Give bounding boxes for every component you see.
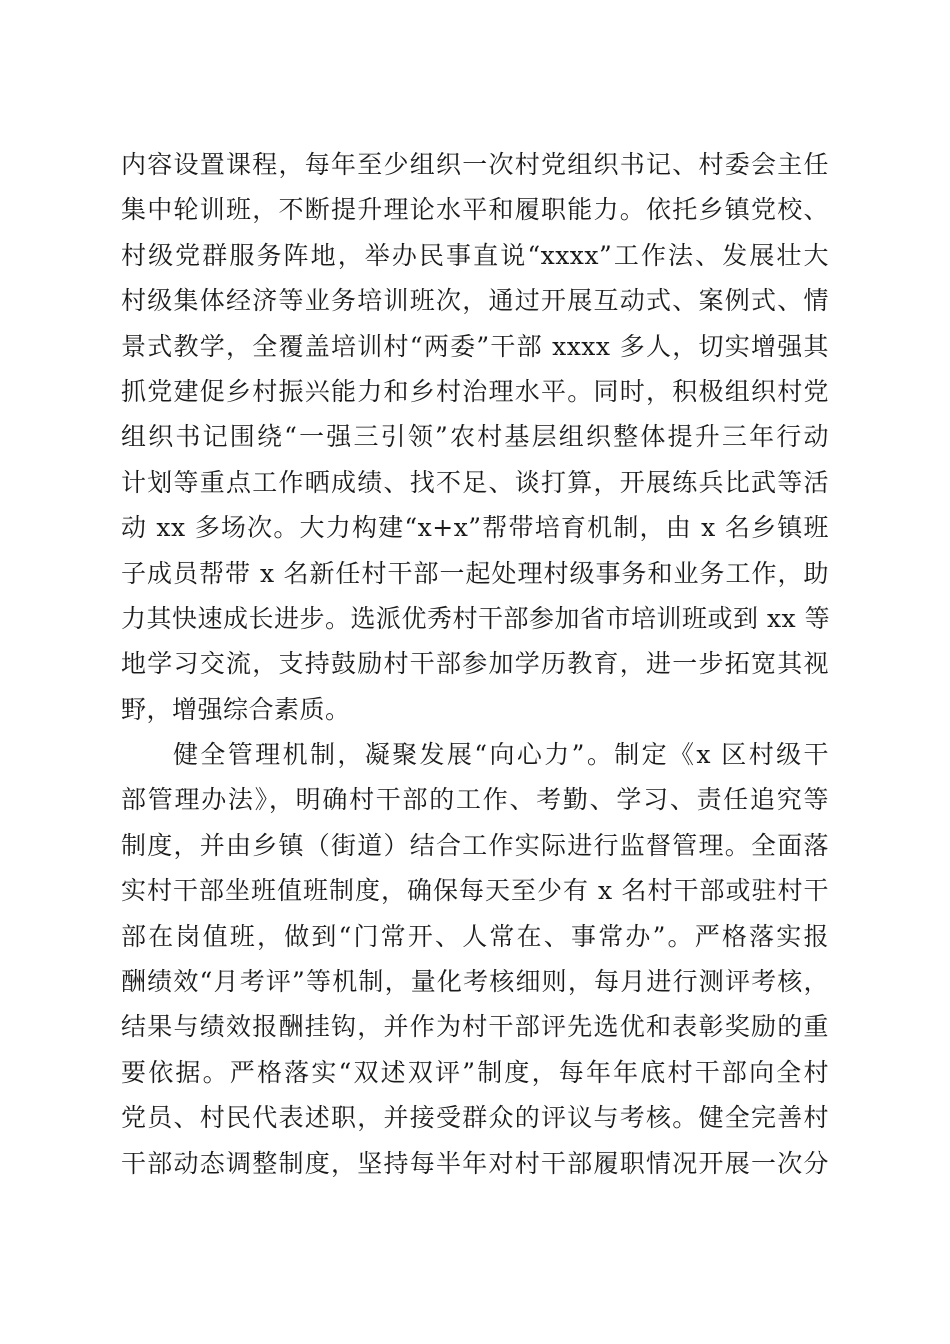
text-line: 村级集体经济等业务培训班次，通过开展互动式、案例式、情 xyxy=(121,286,829,316)
text-line: 要依据。严格落实“双述双评”制度，每年年底村干部向全村 xyxy=(121,1057,829,1087)
text-line: 动 xx 多场次。大力构建“x+x”帮带培育机制，由 x 名乡镇班 xyxy=(121,513,829,543)
text-line: 酬绩效“月考评”等机制，量化考核细则，每月进行测评考核， xyxy=(121,967,829,997)
paragraph-management xyxy=(121,732,829,1186)
text-line: 集中轮训班，不断提升理论水平和履职能力。依托乡镇党校、 xyxy=(121,195,829,225)
text-line: 部管理办法》，明确村干部的工作、考勤、学习、责任追究等 xyxy=(121,785,829,815)
text-line: 抓党建促乡村振兴能力和乡村治理水平。同时，积极组织村党 xyxy=(121,376,829,406)
text-line: 实村干部坐班值班制度，确保每天至少有 x 名村干部或驻村干 xyxy=(121,876,829,906)
text-line: 地学习交流，支持鼓励村干部参加学历教育，进一步拓宽其视 xyxy=(121,649,829,679)
text-line: 村级党群服务阵地，举办民事直说“xxxx”工作法、发展壮大 xyxy=(121,240,829,270)
text-line: 组织书记围绕“一强三引领”农村基层组织整体提升三年行动 xyxy=(121,422,829,452)
paragraph-training xyxy=(121,142,829,732)
text-line: 党员、村民代表述职，并接受群众的评议与考核。健全完善村 xyxy=(121,1103,829,1133)
text-line: 结果与绩效报酬挂钩，并作为村干部评先选优和表彰奖励的重 xyxy=(121,1012,829,1042)
text-line: 力其快速成长进步。选派优秀村干部参加省市培训班或到 xx 等 xyxy=(121,603,831,633)
text-line: 景式教学，全覆盖培训村“两委”干部 xxxx 多人，切实增强其 xyxy=(121,331,829,361)
text-line: 制度，并由乡镇（街道）结合工作实际进行监督管理。全面落 xyxy=(121,830,829,860)
text-line: 计划等重点工作晒成绩、找不足、谈打算，开展练兵比武等活 xyxy=(121,467,829,497)
text-line: 健全管理机制，凝聚发展“向心力”。制定《x 区村级干 xyxy=(173,740,829,770)
text-line: 内容设置课程，每年至少组织一次村党组织书记、村委会主任 xyxy=(121,150,829,179)
text-line: 野，增强综合素质。 xyxy=(121,694,351,724)
text-line: 子成员帮带 x 名新任村干部一起处理村级事务和业务工作，助 xyxy=(121,558,829,588)
text-line: 部在岗值班，做到“门常开、人常在、事常办”。严格落实报 xyxy=(121,921,829,951)
text-line: 干部动态调整制度，坚持每半年对村干部履职情况开展一次分 xyxy=(121,1148,829,1178)
document-body xyxy=(121,142,829,1186)
